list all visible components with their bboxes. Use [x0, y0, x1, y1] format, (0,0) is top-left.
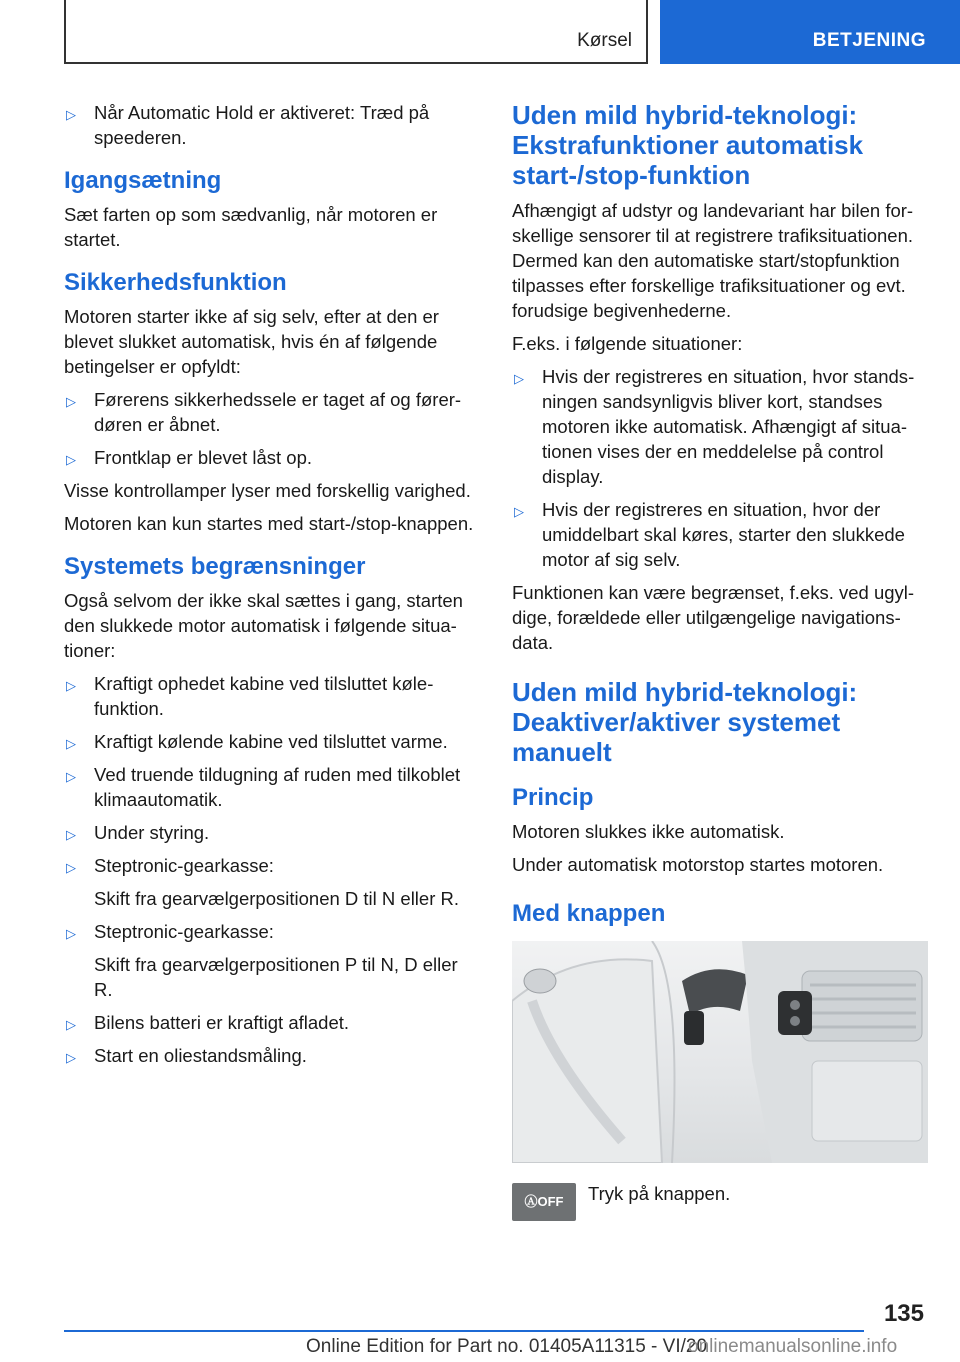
list-item: ▷ Førerens sikkerhedssele er taget af og førerdøren er åbnet. [66, 389, 462, 435]
dashboard-illustration [512, 941, 928, 1163]
bullet-triangle-icon: ▷ [514, 504, 524, 519]
list-item: ▷ Start en oliestandsmåling. [64, 1043, 478, 1068]
auto-start-stop-off-button-icon: ⒶOFF [512, 1183, 576, 1221]
paragraph: Under automatisk motorstop startes motoren. [512, 854, 884, 875]
bullet-triangle-icon: ▷ [66, 860, 76, 875]
list-item: ▷ Steptronic-gearkasse: Skift fra gearvælgerpositionen D til N eller R. [66, 855, 460, 909]
paragraph: F.eks. i følgende situationer: [512, 333, 743, 354]
list-item: ▷ Steptronic-gearkasse: Skift fra gearvælgerpositionen P til N, D eller R. [66, 921, 458, 1000]
bullet-triangle-icon: ▷ [66, 1017, 76, 1032]
list-item: ▷ Ved truende tildugning af ruden med tilkoblet klimaautomatik. [66, 764, 461, 810]
button-instruction [512, 1181, 928, 1241]
paragraph: Motoren starter ikke af sig selv, efter at den er blevet slukket automatisk, hvis én af følgende betingelser er opfyldt: [64, 306, 439, 377]
heading-deaktiver-aktiver: Uden mild hybrid-teknologi: Deaktiver/aktiver systemet manuelt [512, 677, 858, 767]
bullet-triangle-icon: ▷ [66, 827, 76, 842]
paragraph: Motoren slukkes ikke automatisk. [512, 821, 785, 842]
bullet-triangle-icon: ▷ [66, 926, 76, 941]
page-number: 135 [883, 1300, 924, 1327]
system-list [64, 671, 478, 1068]
heading-ekstrafunktioner: Uden mild hybrid-teknologi: Ekstrafunktioner automatisk start-/stop-funktion [512, 100, 864, 190]
intro-list [64, 100, 478, 150]
header-chapter-title: BETJENING [812, 30, 926, 51]
footer-edition: Online Edition for Part no. 01405A11315 - VI/20 [306, 1336, 708, 1357]
heading-igangsaetning: Igangsætning [64, 167, 222, 194]
list-item: ▷ Når Automatic Hold er aktiveret: Træd på speederen. [66, 102, 430, 148]
list-item: ▷ Hvis der registreres en situation, hvor der umiddelbart skal køres, starter den slukkede motor af sig selv. [514, 499, 905, 570]
heading-med-knappen: Med knappen [512, 900, 666, 927]
bullet-triangle-icon: ▷ [66, 1050, 76, 1065]
bullet-triangle-icon: ▷ [66, 678, 76, 693]
paragraph: Sæt farten op som sædvanlig, når motoren er startet. [64, 204, 438, 250]
dashboard-photo [512, 941, 928, 1163]
list-item: ▷ Bilens batteri er kraftigt afladet. [64, 1010, 478, 1035]
list-item: ▷ Frontklap er blevet låst op. [64, 445, 478, 470]
header-chapter-tab [660, 0, 960, 64]
list-item: ▷ Kraftigt ophedet kabine ved tilsluttet kølefunktion. [66, 673, 434, 719]
header-section-title: Kørsel [577, 30, 632, 51]
header-section-box [64, 0, 648, 64]
ekstra-list [512, 364, 928, 572]
left-column [64, 100, 478, 1076]
footer-watermark: onlinemanualsonline.info [688, 1336, 898, 1357]
bullet-triangle-icon: ▷ [514, 371, 524, 386]
bullet-triangle-icon: ▷ [66, 452, 76, 467]
bullet-triangle-icon: ▷ [66, 736, 76, 751]
button-instruction-text: Tryk på knappen. [588, 1183, 731, 1204]
list-item: ▷ Hvis der registreres en situation, hvor standsningen sandsynligvis bliver kort, standses motoren ikke automatisk. Afhængigt af situationen vises der en meddelelse på control display. [514, 366, 915, 487]
paragraph: Funktionen kan være begrænset, f.eks. ved ugyldige, forældede eller utilgængelige navigationsdata. [512, 582, 915, 653]
paragraph: Motoren kan kun startes med start-/stop-knappen. [64, 513, 474, 534]
bullet-triangle-icon: ▷ [66, 107, 76, 122]
heading-princip: Princip [512, 784, 594, 811]
heading-sikkerhedsfunktion: Sikkerhedsfunktion [64, 269, 287, 296]
footer-rule [64, 1330, 864, 1332]
right-column [512, 100, 928, 1241]
heading-systemets-begraensninger: Systemets begrænsninger [64, 553, 366, 580]
list-item: ▷ Kraftigt kølende kabine ved tilsluttet varme. [64, 729, 478, 754]
bullet-triangle-icon: ▷ [66, 769, 76, 784]
bullet-triangle-icon: ▷ [66, 394, 76, 409]
paragraph: Afhængigt af udstyr og landevariant har bilen forskellige sensorer til at registrere trafiksituationen. Dermed kan den automatiske start/stopfunktion tilpasses efter forskellige trafiksituationer og evt. forudsige begivenhederne. [512, 200, 914, 321]
paragraph: Også selvom der ikke skal sættes i gang, starten den slukkede motor automatisk i følgende situationer: [64, 590, 463, 661]
sikker-list [64, 387, 478, 470]
list-item: ▷ Under styring. [64, 820, 478, 845]
paragraph: Visse kontrollamper lyser med forskellig varighed. [64, 480, 471, 501]
